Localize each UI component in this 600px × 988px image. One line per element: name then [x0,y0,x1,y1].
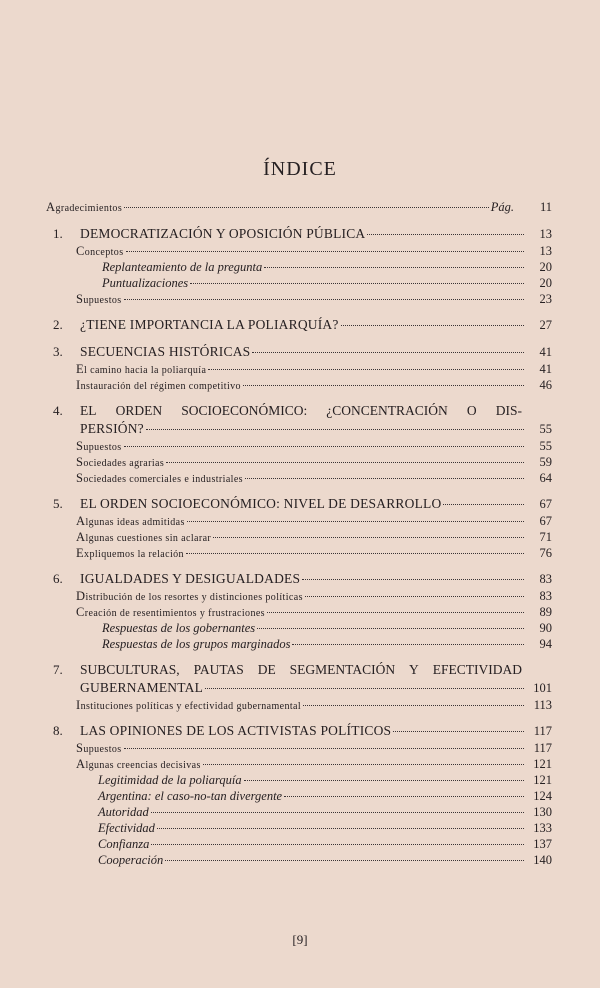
toc-subsection-label: Efectividad [98,821,155,835]
page-number: 67 [539,514,552,528]
page-number: 83 [539,572,552,586]
dot-leader [305,595,524,597]
chapter-heading[interactable] [46,403,552,421]
page-number: 27 [539,318,552,332]
chapter-title-word: PAUTAS [193,662,244,677]
page-number: 64 [539,471,552,485]
chapter-heading[interactable] [46,723,552,741]
dot-leader [208,368,524,370]
page-number: 83 [539,589,552,603]
chapter-title-line-2: PERSIÓN? [80,421,144,436]
toc-section[interactable] [46,292,552,308]
chapter-heading[interactable] [46,571,552,589]
chapter-heading-continued[interactable] [46,680,552,698]
toc-subsection-label: Argentina: el caso-no-tan divergente [98,789,283,803]
toc-subsection[interactable] [46,821,552,837]
chapter-title-line-1 [80,662,552,680]
chapter-heading[interactable] [46,317,552,335]
chapter-title-word: SEGMENTACIÓN [289,662,396,677]
dot-leader [213,536,524,538]
dot-leader [302,578,524,580]
chapter-title-word: EL [80,403,97,418]
toc-subsection[interactable] [46,276,552,292]
dot-leader [203,763,524,765]
chapter-heading[interactable] [46,496,552,514]
toc-section[interactable] [46,514,552,530]
page-number: 46 [539,378,552,392]
toc-section-label: Supuestos [76,439,122,453]
toc-section[interactable] [46,698,552,714]
toc-section-label: Sociedades agrarias [76,455,165,469]
dot-leader [303,704,524,706]
page-number: 117 [533,741,552,755]
dot-leader [124,445,524,447]
toc-section-label: Distribución de los resortes y distinciones políticas [76,589,303,603]
chapter-title: ¿TIENE IMPORTANCIA LA POLIARQUÍA? [80,317,339,332]
page-number: 90 [539,621,552,635]
chapter-heading[interactable] [46,226,552,244]
toc-subsection-label: Confianza [98,837,150,851]
dot-leader [284,795,524,797]
page-number: 13 [539,227,552,241]
toc-subsection[interactable] [46,637,552,653]
page-number: 20 [539,260,552,274]
dot-leader [243,384,524,386]
page-number: 89 [539,605,552,619]
dot-leader [267,611,524,613]
chapter-number: 8. [53,723,63,738]
toc-subsection-label: Cooperación [98,853,164,867]
dot-leader [126,250,525,252]
toc-section-label: El camino hacia la poliarquía [76,362,207,376]
page-number: 11 [539,200,552,214]
dot-leader [341,324,524,326]
toc-subsection[interactable] [46,853,552,869]
toc-subsection-label: Puntualizaciones [102,276,189,290]
chapter-title: DEMOCRATIZACIÓN Y OPOSICIÓN PÚBLICA [80,226,366,241]
dot-leader [245,477,524,479]
page-folio: [9] [292,932,308,947]
dot-leader [190,282,524,284]
chapter-number: 1. [53,226,63,241]
dot-leader [186,552,524,554]
chapter-title: LAS OPINIONES DE LOS ACTIVISTAS POLÍTICOS [80,723,392,738]
page-number: 124 [533,789,552,803]
toc-section[interactable] [46,546,552,562]
chapter-title-word: O [466,403,477,418]
dot-leader [264,266,524,268]
page-number: 113 [533,698,552,712]
page-number: 94 [539,637,552,651]
dot-leader [166,461,524,463]
toc-entry-acknowledgements[interactable] [46,200,552,217]
chapter-title-line-2: GUBERNAMENTAL [80,680,204,695]
chapter-title-word: SUBCULTURAS, [80,662,180,677]
page-number: 133 [533,821,552,835]
page-number: 13 [539,244,552,258]
page-word: Pág. [490,200,514,214]
chapter-heading[interactable] [46,344,552,362]
dot-leader [443,503,524,505]
page-number: 140 [533,853,552,867]
page-number: 41 [539,345,552,359]
dot-leader [244,779,524,781]
toc-section[interactable] [46,244,552,260]
toc-section-label: Algunas creencias decisivas [76,757,201,771]
dot-leader [367,233,524,235]
toc-subsection-label: Autoridad [98,805,149,819]
page-number: 71 [539,530,552,544]
dot-leader [292,643,524,645]
page-number: 121 [533,773,552,787]
page-number: 23 [539,292,552,306]
toc-subsection-label: Respuestas de los gobernantes [102,621,256,635]
toc-section-label: Creación de resentimientos y frustraciones [76,605,265,619]
page-number: 130 [533,805,552,819]
page-number: 59 [539,455,552,469]
toc-section-label: Sociedades comerciales e industriales [76,471,243,485]
toc-section[interactable] [46,362,552,378]
dot-leader [124,747,524,749]
page-title: ÍNDICE [263,158,337,180]
chapter-title-word: Y [409,662,419,677]
toc-section-label: Instituciones políticas y efectividad gubernamental [76,698,302,712]
chapter-title-word: DE [257,662,276,677]
chapter-title-word: ¿CONCENTRACIÓN [326,403,448,418]
toc-subsection[interactable] [46,773,552,789]
chapter-number: 7. [53,662,63,677]
page-number: 76 [539,546,552,560]
chapter-title: SECUENCIAS HISTÓRICAS [80,344,251,359]
table-of-contents [46,200,552,869]
toc-section[interactable] [46,757,552,773]
chapter-number: 2. [53,317,63,332]
dot-leader [257,627,524,629]
dot-leader [151,811,524,813]
page-number: 67 [539,497,552,511]
toc-section[interactable] [46,439,552,455]
chapter-title-word: SOCIOECONÓMICO: [181,403,308,418]
toc-subsection[interactable] [46,621,552,637]
page-number: 101 [533,681,552,695]
dot-leader [124,298,524,300]
chapter-title-word: EFECTIVIDAD [432,662,522,677]
toc-section[interactable] [46,455,552,471]
toc-section-label: Algunas cuestiones sin aclarar [76,530,212,544]
chapter-number: 4. [53,403,63,418]
page-number: 55 [539,439,552,453]
toc-section[interactable] [46,530,552,546]
toc-section-label: Expliquemos la relación [76,546,184,560]
page-number: 121 [533,757,552,771]
page-number: 117 [533,724,552,738]
chapter-title-word: DIS- [495,403,522,418]
toc-subsection-label: Replanteamiento de la pregunta [102,260,263,274]
chapter-title-line-1 [80,403,552,421]
toc-section[interactable] [46,741,552,757]
toc-section[interactable] [46,605,552,621]
page-number: 20 [539,276,552,290]
toc-subsection[interactable] [46,789,552,805]
dot-leader [205,687,524,689]
toc-subsection[interactable] [46,837,552,853]
toc-subsection-label: Respuestas de los grupos marginados [102,637,291,651]
chapter-number: 5. [53,496,63,511]
chapter-heading-continued[interactable] [46,421,552,439]
page-number: 137 [533,837,552,851]
toc-section[interactable] [46,589,552,605]
chapter-title-word: ORDEN [115,403,163,418]
toc-section[interactable] [46,471,552,487]
toc-section-label: Conceptos [76,244,124,258]
chapter-title: EL ORDEN SOCIOECONÓMICO: NIVEL DE DESARROLLO [80,496,442,511]
toc-section-label: Supuestos [76,741,122,755]
page-number: 41 [539,362,552,376]
dot-leader [252,351,524,353]
toc-section[interactable] [46,378,552,394]
dot-leader [124,206,489,208]
chapter-number: 6. [53,571,63,586]
toc-subsection[interactable] [46,805,552,821]
dot-leader [187,520,524,522]
dot-leader [151,843,524,845]
toc-section-label: Algunas ideas admitidas [76,514,185,528]
dot-leader [157,827,524,829]
chapter-number: 3. [53,344,63,359]
dot-leader [393,730,524,732]
page-number: 55 [539,422,552,436]
dot-leader [146,428,524,430]
toc-subsection-label: Legitimidad de la poliarquía [98,773,242,787]
dot-leader [165,859,524,861]
toc-subsection[interactable] [46,260,552,276]
toc-section-label: Instauración del régimen competitivo [76,378,241,392]
toc-entry-label: Agradecimientos [46,200,123,214]
chapter-title: IGUALDADES Y DESIGUALDADES [80,571,301,586]
chapter-heading[interactable] [46,662,552,680]
toc-section-label: Supuestos [76,292,122,306]
